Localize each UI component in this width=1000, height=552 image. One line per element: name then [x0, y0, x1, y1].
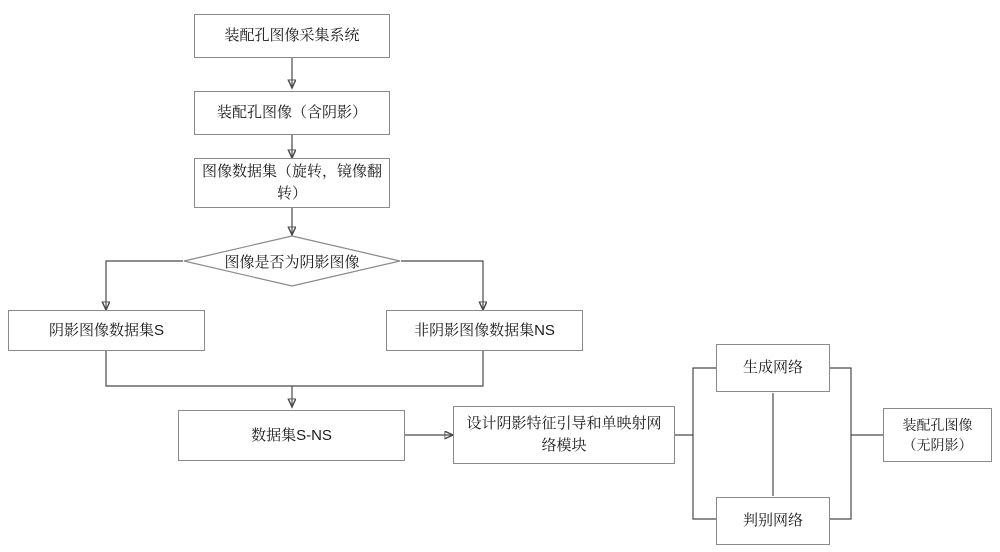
node-design-module-label: 设计阴影特征引导和单映射网络模块: [466, 415, 662, 454]
node-dataset-s-ns: [178, 410, 405, 461]
node-discriminator-network: [716, 497, 830, 545]
node-generator-network-label: 生成网络: [742, 359, 803, 377]
node-shadow-dataset-s-label: 阴影图像数据集S: [48, 321, 164, 339]
node-nonshadow-dataset-ns-label: 非阴影图像数据集NS: [414, 321, 555, 339]
edge-decision-to-shadow-dataset: [106, 261, 183, 310]
node-generator-network: [716, 344, 830, 392]
edge-shadow-dataset-to-s-ns: [106, 351, 292, 407]
node-acquisition-system-label: 装配孔图像采集系统: [224, 27, 360, 45]
node-hole-image-with-shadow: [194, 91, 390, 135]
edge-discriminator-to-output: [830, 435, 851, 519]
node-shadow-dataset-s: [8, 310, 205, 351]
node-nonshadow-dataset-ns: [386, 310, 583, 351]
edge-decision-to-nonshadow-dataset: [401, 261, 483, 310]
node-acquisition-system: [194, 14, 390, 58]
node-output-image: [883, 408, 992, 462]
edge-design-to-generator: [675, 368, 716, 435]
edge-design-to-discriminator: [693, 435, 716, 519]
node-decision-is-shadow-label: 图像是否为阴影图像: [224, 253, 360, 271]
node-discriminator-network-label: 判别网络: [742, 512, 803, 530]
edge-generator-to-output: [830, 368, 883, 435]
node-design-module: [453, 406, 675, 464]
node-dataset-augment: [194, 158, 390, 208]
node-dataset-s-ns-label: 数据集S-NS: [251, 426, 332, 444]
node-decision-is-shadow: [183, 235, 401, 287]
edge-nonshadow-dataset-to-s-ns: [292, 351, 483, 386]
node-hole-image-with-shadow-label: 装配孔图像（含阴影）: [216, 104, 367, 122]
node-output-image-label: 装配孔图像（无阴影）: [902, 416, 973, 453]
node-dataset-augment-label: 图像数据集（旋转，镜像翻转）: [201, 163, 382, 202]
